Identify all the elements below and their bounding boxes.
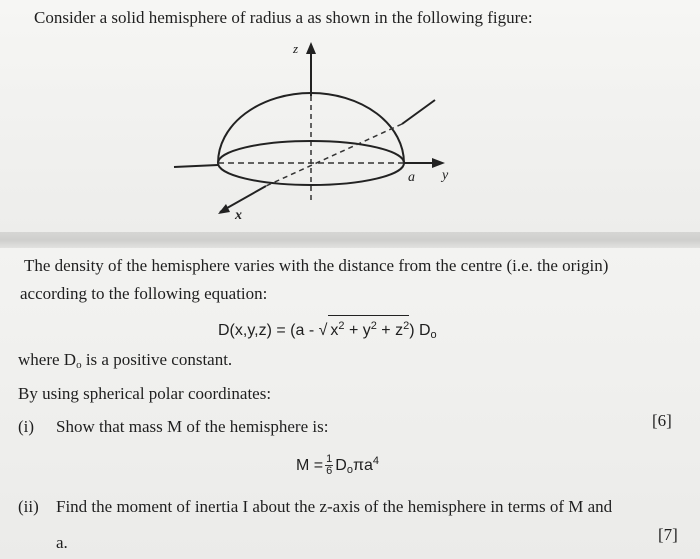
part-i-text: Show that mass M of the hemisphere is: — [56, 417, 329, 436]
y-axis-arrow — [432, 158, 445, 168]
eq-x: x — [330, 322, 339, 339]
fraction-num: 1 — [326, 453, 333, 466]
density-equation — [218, 315, 437, 345]
sqrt-sign: √ — [318, 322, 328, 339]
hemisphere-figure — [170, 38, 470, 228]
y-label: y — [442, 168, 449, 183]
x-axis-upper — [402, 100, 435, 124]
y-axis-left — [174, 165, 218, 167]
eq-z: + z — [376, 322, 404, 339]
mass-power: 4 — [372, 455, 379, 467]
x-label: x — [235, 208, 242, 223]
radius-label: a — [408, 170, 415, 185]
where-text: where D — [18, 350, 77, 369]
fraction-den: 6 — [326, 465, 333, 478]
mass-equation — [296, 448, 379, 483]
eq-sq-3: 2 — [403, 320, 410, 332]
page-fold — [0, 232, 700, 248]
hemisphere-diagram — [170, 38, 470, 228]
eq-y: + y — [344, 322, 371, 339]
mass-d: D — [335, 457, 347, 474]
z-axis-arrow — [306, 42, 316, 54]
eq-close: ) D — [409, 322, 431, 339]
method-line: By using spherical polar coordinates: — [18, 384, 272, 403]
intro-text: Consider a solid hemisphere of radius a as shown in the following figure: — [34, 8, 533, 27]
where-line — [18, 350, 232, 375]
mass-pi-a: πa — [352, 457, 373, 474]
part-ii-cont: a. — [56, 533, 68, 552]
part-ii-text: Find the moment of inertia I about the z-axis of the hemisphere in terms of M and — [56, 497, 613, 516]
eq-sub-o: o — [430, 329, 437, 341]
sqrt-radicand — [328, 315, 409, 341]
density-line-2: according to the following equation: — [20, 284, 268, 303]
mass-lhs: M = — [296, 457, 324, 474]
equation-lhs: D(x,y,z) = (a - — [218, 322, 319, 339]
mass-d-sub: o — [346, 464, 353, 476]
part-i-label: (i) — [18, 417, 35, 436]
z-label: z — [293, 41, 299, 56]
where-sub: o — [76, 359, 82, 371]
x-axis-arrow — [218, 204, 230, 214]
part-ii-label: (ii) — [18, 497, 39, 516]
eq-sq-2: 2 — [370, 320, 377, 332]
eq-sq-1: 2 — [338, 320, 345, 332]
where-rest: is a positive constant. — [81, 350, 233, 369]
part-i-marks: [6] — [652, 411, 672, 430]
density-line-1: The density of the hemisphere varies with the distance from the centre (i.e. the origin) — [24, 256, 609, 275]
part-ii-marks: [7] — [658, 525, 678, 544]
mass-fraction — [325, 454, 333, 477]
